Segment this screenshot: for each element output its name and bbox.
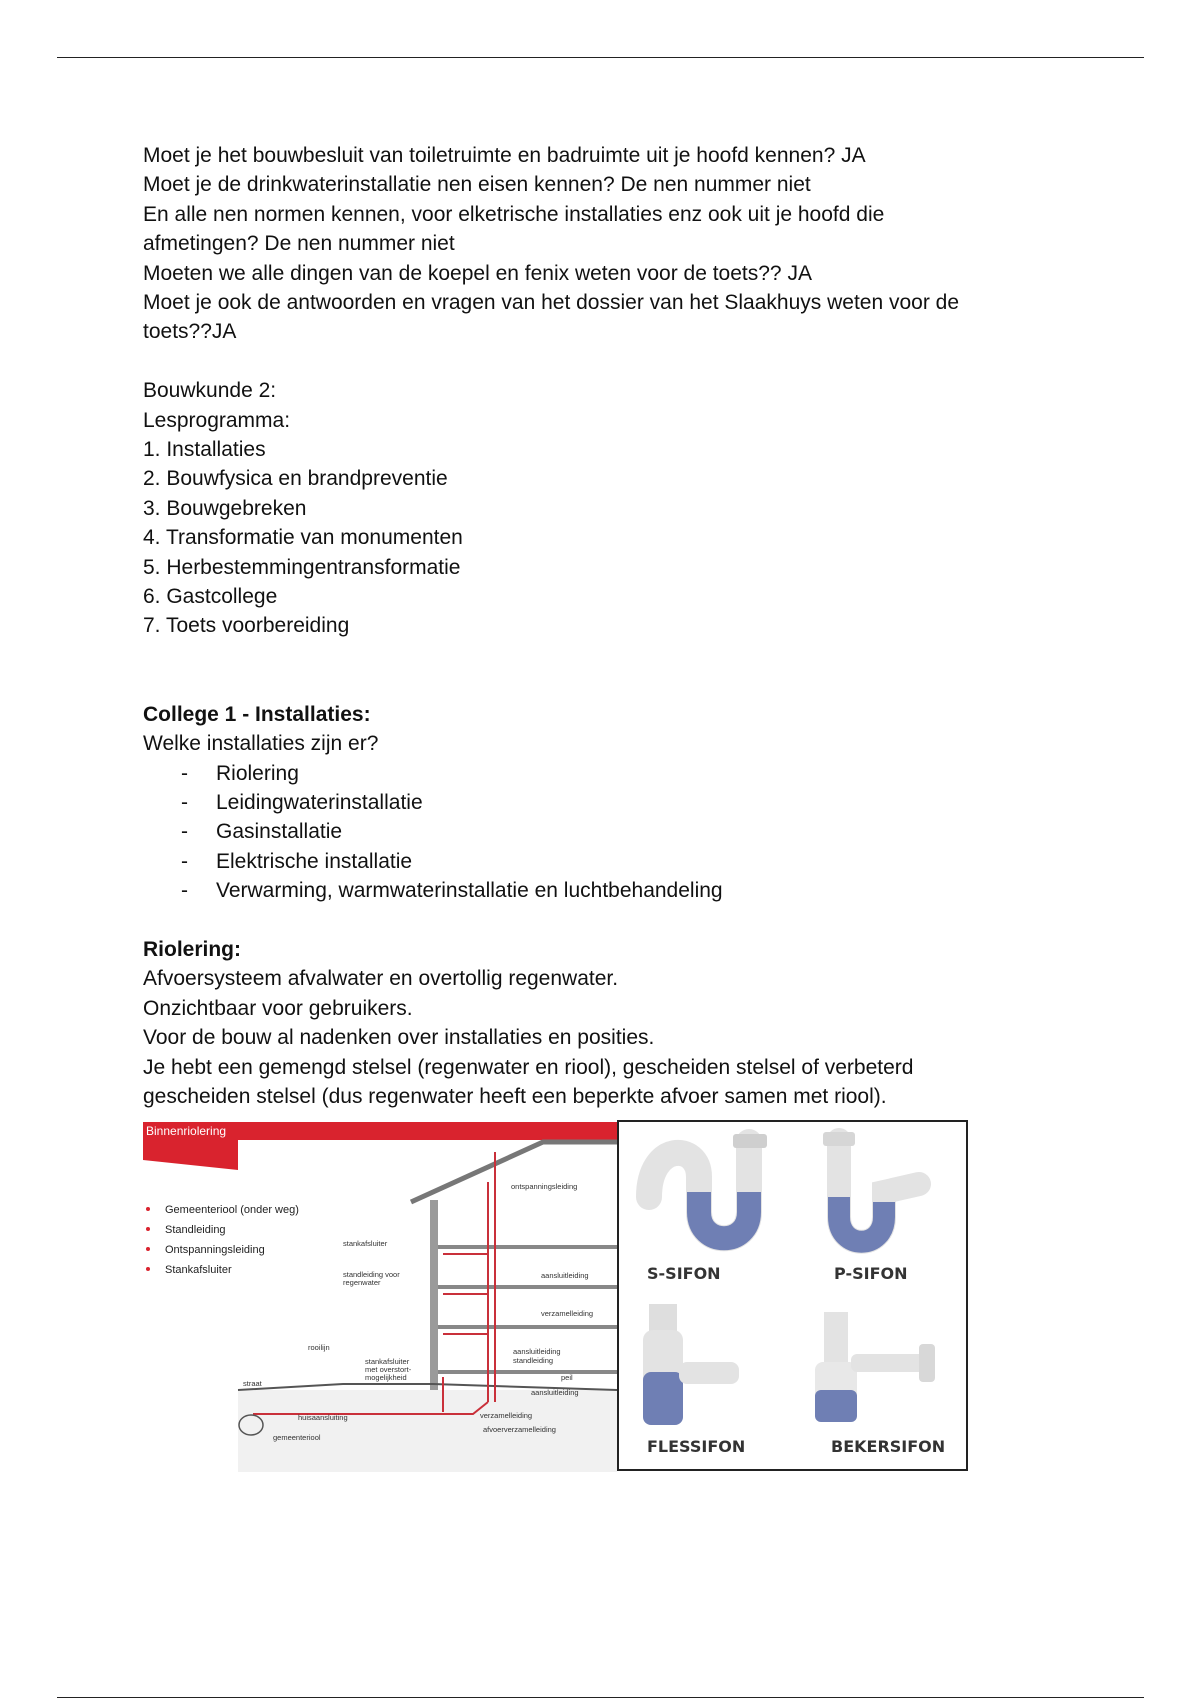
diagram-label: verzamelleiding bbox=[480, 1411, 533, 1420]
program-item: 2. Bouwfysica en brandpreventie bbox=[143, 467, 448, 491]
college1-heading: College 1 - Installaties: bbox=[143, 702, 371, 726]
program-item: 4. Transformatie van monumenten bbox=[143, 526, 463, 550]
bekersifon-label: BEKERSIFON bbox=[831, 1437, 946, 1456]
ground bbox=[238, 1390, 617, 1472]
binnenriolering-svg bbox=[143, 1122, 617, 1472]
banner-title: Binnenriolering bbox=[146, 1124, 227, 1138]
document-body bbox=[143, 141, 1043, 1111]
list-item: - Elektrische installatie bbox=[143, 847, 1043, 876]
page-bottom-rule bbox=[57, 1697, 1144, 1698]
diagram-label: aansluitleiding bbox=[513, 1347, 561, 1356]
sifon-types-diagram bbox=[617, 1120, 968, 1471]
p-sifon-label: P-SIFON bbox=[834, 1264, 908, 1283]
diagram-label: met overstort- bbox=[365, 1365, 412, 1374]
legend bbox=[146, 1204, 299, 1276]
list-item: - Leidingwaterinstallatie bbox=[143, 788, 1043, 817]
riolering-line: Je hebt een gemengd stelsel (regenwater en riool), gescheiden stelsel of verbeterd bbox=[143, 1055, 914, 1079]
diagram-label: aansluitleiding bbox=[541, 1271, 589, 1280]
legend-bullet bbox=[146, 1207, 150, 1211]
diagram-label: standleiding bbox=[513, 1356, 554, 1365]
faq-line: Moet je ook de antwoorden en vragen van het dossier van het Slaakhuys weten voor de bbox=[143, 291, 960, 315]
page-top-rule bbox=[57, 57, 1144, 58]
diagram-label: straat bbox=[243, 1379, 262, 1388]
faq-line: En alle nen normen kennen, voor elketrische installaties enz ook uit je hoofd die bbox=[143, 202, 885, 226]
diagram-label: aansluitleiding bbox=[531, 1388, 579, 1397]
legend-item: Standleiding bbox=[165, 1224, 226, 1236]
faq-line: Moet je de drinkwaterinstallatie nen eisen kennen? De nen nummer niet bbox=[143, 173, 811, 197]
p-sifon-image bbox=[823, 1132, 919, 1283]
s-sifon-label: S-SIFON bbox=[647, 1264, 721, 1283]
diagram-label: regenwater bbox=[343, 1278, 381, 1287]
program-item: 7. Toets voorbereiding bbox=[143, 614, 350, 638]
faq-line: toets??JA bbox=[143, 320, 237, 344]
diagram-label: verzamelleiding bbox=[541, 1309, 594, 1318]
legend-item: Stankafsluiter bbox=[165, 1264, 232, 1276]
s-sifon-image bbox=[647, 1134, 767, 1283]
list-item: - Riolering bbox=[143, 759, 1043, 788]
flessifon-image bbox=[643, 1304, 745, 1456]
binnenriolering-diagram bbox=[143, 1122, 617, 1472]
bekersifon-image bbox=[815, 1312, 945, 1456]
legend-item: Gemeenteriool (onder weg) bbox=[165, 1204, 299, 1216]
faq-line: Moet je het bouwbesluit van toiletruimte en badruimte uit je hoofd kennen? JA bbox=[143, 144, 866, 167]
riolering-line: Voor de bouw al nadenken over installaties en posities. bbox=[143, 1026, 655, 1050]
legend-bullet bbox=[146, 1227, 150, 1231]
diagram-label: rooilijn bbox=[308, 1343, 330, 1352]
faq-line: Moeten we alle dingen van de koepel en fenix weten voor de toets?? JA bbox=[143, 261, 812, 285]
riolering-line: Onzichtbaar voor gebruikers. bbox=[143, 996, 413, 1020]
legend-bullet bbox=[146, 1247, 150, 1251]
faq-line: afmetingen? De nen nummer niet bbox=[143, 232, 455, 256]
legend-bullet bbox=[146, 1267, 150, 1271]
diagram-label: mogelijkheid bbox=[365, 1373, 407, 1382]
program-item: 1. Installaties bbox=[143, 438, 266, 462]
college1-question: Welke installaties zijn er? bbox=[143, 732, 379, 756]
list-item: - Gasinstallatie bbox=[143, 817, 1043, 846]
course-title: Bouwkunde 2: bbox=[143, 379, 277, 403]
riolering-line: gescheiden stelsel (dus regenwater heeft een beperkte afvoer samen met riool). bbox=[143, 1084, 887, 1108]
diagram-label: stankafsluiter bbox=[365, 1357, 410, 1366]
roof bbox=[411, 1142, 617, 1202]
diagram-label: ontspanningsleiding bbox=[511, 1182, 578, 1191]
building-wall bbox=[430, 1200, 438, 1400]
diagram-label: stankafsluiter bbox=[343, 1239, 388, 1248]
diagram-label: afvoerverzamelleiding bbox=[483, 1425, 556, 1434]
diagram-label: peil bbox=[561, 1373, 573, 1382]
installations-list bbox=[143, 759, 1043, 906]
flessifon-label: FLESSIFON bbox=[647, 1437, 746, 1456]
list-item: - Verwarming, warmwaterinstallatie en luchtbehandeling bbox=[143, 876, 1043, 905]
sifon-svg bbox=[619, 1122, 966, 1469]
program-label: Lesprogramma: bbox=[143, 408, 291, 432]
riolering-heading: Riolering: bbox=[143, 937, 241, 961]
program-item: 6. Gastcollege bbox=[143, 585, 278, 609]
diagram-label: standleiding voor bbox=[343, 1270, 400, 1279]
diagram-label: gemeenteriool bbox=[273, 1433, 321, 1442]
diagram-label: huisaansluiting bbox=[298, 1413, 348, 1422]
program-item: 3. Bouwgebreken bbox=[143, 496, 307, 520]
legend-item: Ontspanningsleiding bbox=[165, 1244, 265, 1256]
program-item: 5. Herbestemmingentransformatie bbox=[143, 555, 461, 579]
riolering-line: Afvoersysteem afvalwater en overtollig regenwater. bbox=[143, 967, 619, 991]
